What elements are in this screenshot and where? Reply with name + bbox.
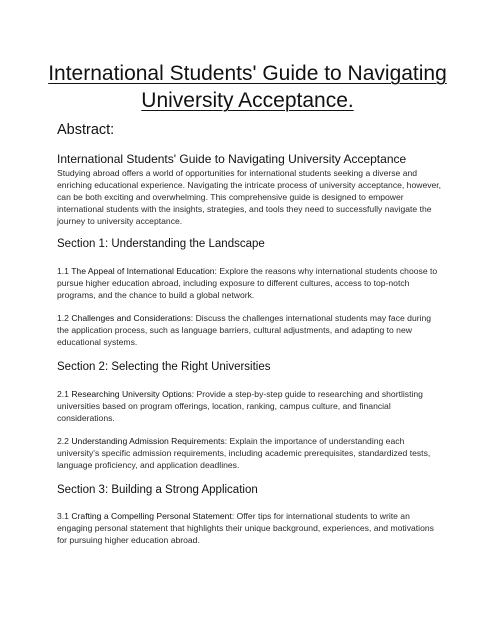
item-text: : Offer tips for international students to write an engaging personal statement that highlights their unique background, experiences, and motivations for pursuing higher education abroad. xyxy=(57,511,434,545)
item-lead: Researching University Options: xyxy=(71,389,195,399)
item-number: 1.1 xyxy=(57,266,69,276)
section-1-1-paragraph xyxy=(57,266,442,302)
item-text: Provide a step-by-step guide to researching and shortlisting universities based on program offerings, location, ranking, campus culture, and financial considerations. xyxy=(57,389,423,423)
item-text: Explore the reasons why international students choose to pursue higher education abroad, including exposure to different cultures, access to top-notch programs, and the chance to build a global network. xyxy=(57,266,438,300)
item-lead: Understanding Admission Requirements xyxy=(71,436,225,446)
item-number: 2.1 xyxy=(57,389,69,399)
section-2-heading: Section 2: Selecting the Right Universities xyxy=(57,361,271,373)
document-title: International Students' Guide to Navigating University Acceptance. xyxy=(48,62,447,112)
section-1-2-paragraph xyxy=(57,313,442,349)
item-lead: Challenges and Considerations: xyxy=(71,313,194,323)
item-text: Discuss the challenges international students may face during the application process, such as language barriers, cultural adjustments, and adapting to new educational systems. xyxy=(57,313,432,347)
item-number: 1.2 xyxy=(57,313,69,323)
abstract-heading: Abstract: xyxy=(57,122,115,138)
item-number: 2.2 xyxy=(57,436,69,446)
section-2-1-paragraph xyxy=(57,389,442,425)
section-3-heading: Section 3: Building a Strong Application xyxy=(57,484,258,496)
item-lead: The Appeal of International Education: xyxy=(71,266,217,276)
section-1-heading: Section 1: Understanding the Landscape xyxy=(57,238,265,250)
abstract-paragraph: Studying abroad offers a world of opportunities for international students seeking a diverse and enriching educational experience. Navigating the intricate process of university acceptance, however, can be both exciting and overwhelming. This comprehensive guide is designed to empower international students with the insights, strategies, and tools they need to successfully navigate the journey to university acceptance. xyxy=(57,168,442,226)
abstract-subheading: International Students' Guide to Navigating University Acceptance xyxy=(57,152,407,166)
section-3-1-paragraph xyxy=(57,511,442,547)
item-text: : Explain the importance of understanding each university's specific admission requirements, including academic prerequisites, standardized tests, language proficiency, and application deadlines. xyxy=(57,436,431,470)
section-2-2-paragraph xyxy=(57,436,442,472)
item-lead: Crafting a Compelling Personal Statement xyxy=(71,511,232,521)
item-number: 3.1 xyxy=(57,511,69,521)
